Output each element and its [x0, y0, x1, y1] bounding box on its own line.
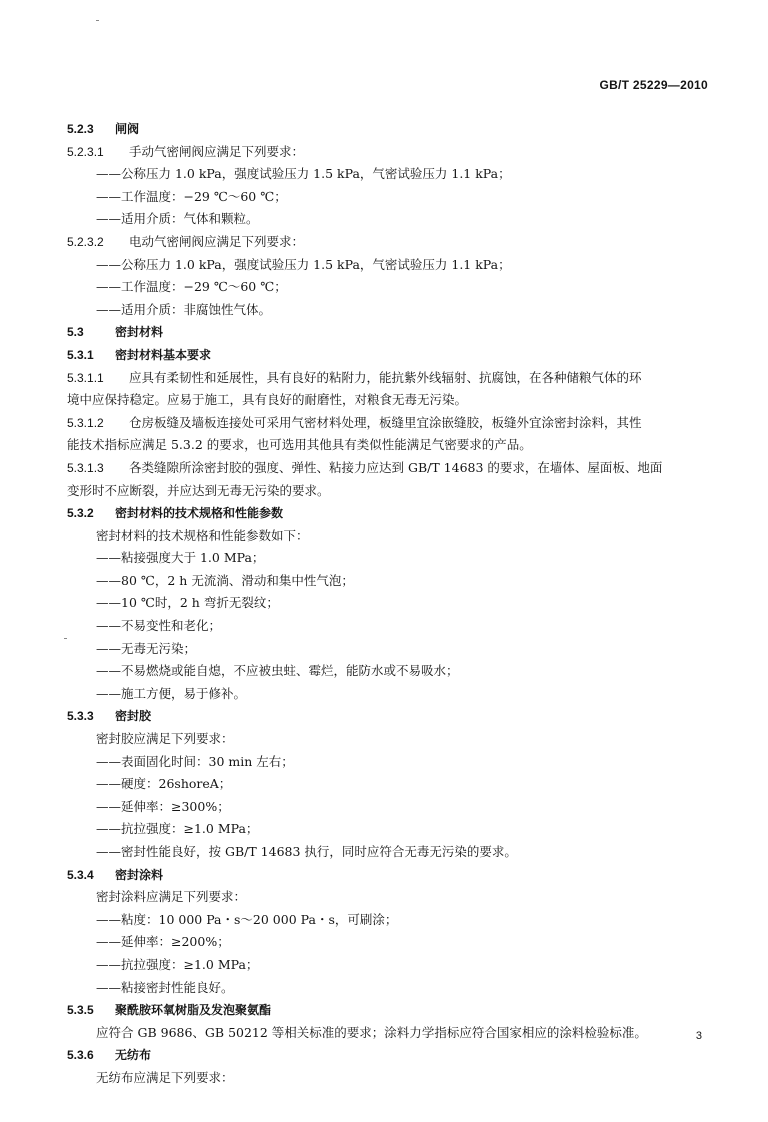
section-heading-5-3-1 [67, 344, 712, 367]
list-item: ——工作温度：−29 ℃～60 ℃； [96, 188, 287, 204]
list-item: ——不易变性和老化； [96, 618, 222, 634]
list-item: ——粘接强度大于 1.0 MPa； [96, 550, 265, 566]
section-title: 密封材料 [115, 325, 164, 340]
clause-text: 手动气密闸阀应满足下列要求： [129, 143, 305, 159]
section-title: 密封材料的技术规格和性能参数 [115, 506, 284, 521]
section-heading-5-3-2 [67, 502, 712, 525]
clause-number: 5.3.1.3 [67, 460, 104, 475]
section-intro: 密封材料的技术规格和性能参数如下： [96, 527, 309, 543]
section-intro: 密封胶应满足下列要求： [96, 731, 234, 747]
list-item: ——延伸率：≥200%； [96, 934, 230, 950]
section-title: 聚酰胺环氧树脂及发泡聚氨酯 [115, 1003, 272, 1018]
section-title: 密封材料基本要求 [115, 347, 212, 362]
clause-5-3-1-2 [67, 412, 712, 435]
section-title: 密封胶 [115, 709, 152, 724]
list-item: ——公称压力 1.0 kPa，强度试验压力 1.5 kPa，气密试验压力 1.1 kPa； [96, 256, 511, 272]
section-heading-5-3 [67, 321, 712, 344]
section-heading-5-2-3 [67, 118, 712, 141]
list-item: ——表面固化时间：30 min 左右； [96, 753, 294, 769]
clause-text: 各类缝隙所涂密封胶的强度、弹性、粘接力应达到 GB/T 14683 的要求，在墙体、屋面板、地面 [129, 459, 663, 475]
section-title: 密封涂料 [115, 867, 164, 882]
list-item: ——80 ℃，2 h 无流淌、滑动和集中性气泡； [96, 572, 354, 588]
clause-number: 5.3.1.1 [67, 370, 104, 385]
clause-5-2-3-1 [67, 141, 712, 164]
section-number: 5.2.3 [67, 122, 94, 136]
page-number: 3 [695, 1030, 702, 1042]
list-item: ——粘接密封性能良好。 [96, 979, 234, 995]
clause-continuation: 变形时不应断裂，并应达到无毒无污染的要求。 [67, 482, 330, 498]
clause-continuation: 境中应保持稳定。应易于施工，具有良好的耐磨性，对粮食无毒无污染。 [67, 392, 468, 408]
section-number: 5.3.2 [67, 506, 94, 521]
list-item: ——公称压力 1.0 kPa，强度试验压力 1.5 kPa，气密试验压力 1.1 kPa； [96, 166, 511, 182]
section-number: 5.3 [67, 325, 84, 340]
list-item: ——适用介质：非腐蚀性气体。 [96, 301, 272, 317]
section-text: 应符合 GB 9686、GB 50212 等相关标准的要求；涂料力学指标应符合国家相应的涂料检验标准。 [96, 1024, 647, 1040]
section-heading-5-3-3 [67, 705, 712, 728]
standard-code: GB/T 25229—2010 [599, 78, 708, 92]
clause-text: 应具有柔韧性和延展性，具有良好的粘附力，能抗紫外线辐射、抗腐蚀，在各种储粮气体的环 [129, 369, 642, 385]
section-title: 闸阀 [115, 122, 140, 136]
clause-continuation: 能技术指标应满足 5.3.2 的要求，也可选用其他具有类似性能满足气密要求的产品。 [67, 437, 532, 453]
section-number: 5.3.1 [67, 347, 94, 362]
section-number: 5.3.6 [67, 1048, 94, 1063]
section-heading-5-3-6 [67, 1044, 712, 1067]
list-item: ——工作温度：−29 ℃～60 ℃； [96, 279, 287, 295]
clause-5-3-1-1 [67, 367, 712, 390]
section-number: 5.3.4 [67, 867, 94, 882]
section-heading-5-3-5 [67, 999, 712, 1022]
list-item: ——施工方便，易于修补。 [96, 685, 247, 701]
clause-number: 5.2.3.2 [67, 234, 104, 249]
list-item: ——10 ℃时，2 h 弯折无裂纹； [96, 595, 279, 611]
list-item: ——密封性能良好，按 GB/T 14683 执行，同时应符合无毒无污染的要求。 [96, 844, 517, 859]
scan-speck [96, 20, 99, 21]
clause-number: 5.3.1.2 [67, 415, 104, 430]
clause-5-2-3-2 [67, 231, 712, 254]
section-intro: 密封涂料应满足下列要求： [96, 889, 247, 905]
list-item: ——适用介质：气体和颗粒。 [96, 211, 259, 227]
list-item: ——粘度：10 000 Pa・s～20 000 Pa・s，可刷涂； [96, 911, 398, 927]
clause-text: 仓房板缝及墙板连接处可采用气密材料处理，板缝里宜涂嵌缝胶，板缝外宜涂密封涂料，其性 [129, 414, 642, 430]
section-number: 5.3.3 [67, 709, 94, 724]
list-item: ——延伸率：≥300%； [96, 798, 230, 814]
list-item: ——不易燃烧或能自熄，不应被虫蛀、霉烂，能防水或不易吸水； [96, 663, 459, 679]
section-heading-5-3-4 [67, 864, 712, 887]
section-intro: 无纺布应满足下列要求： [96, 1069, 234, 1085]
list-item: ——硬度：26shoreA； [96, 776, 232, 792]
section-title: 无纺布 [115, 1048, 152, 1063]
document-body [67, 118, 712, 1090]
list-item: ——无毒无污染； [96, 640, 197, 656]
section-number: 5.3.5 [67, 1003, 94, 1018]
list-item: ——抗拉强度：≥1.0 MPa； [96, 956, 259, 972]
clause-5-3-1-3 [67, 457, 712, 480]
clause-number: 5.2.3.1 [67, 144, 104, 159]
clause-text: 电动气密闸阀应满足下列要求： [129, 233, 305, 249]
list-item: ——抗拉强度：≥1.0 MPa； [96, 821, 259, 837]
